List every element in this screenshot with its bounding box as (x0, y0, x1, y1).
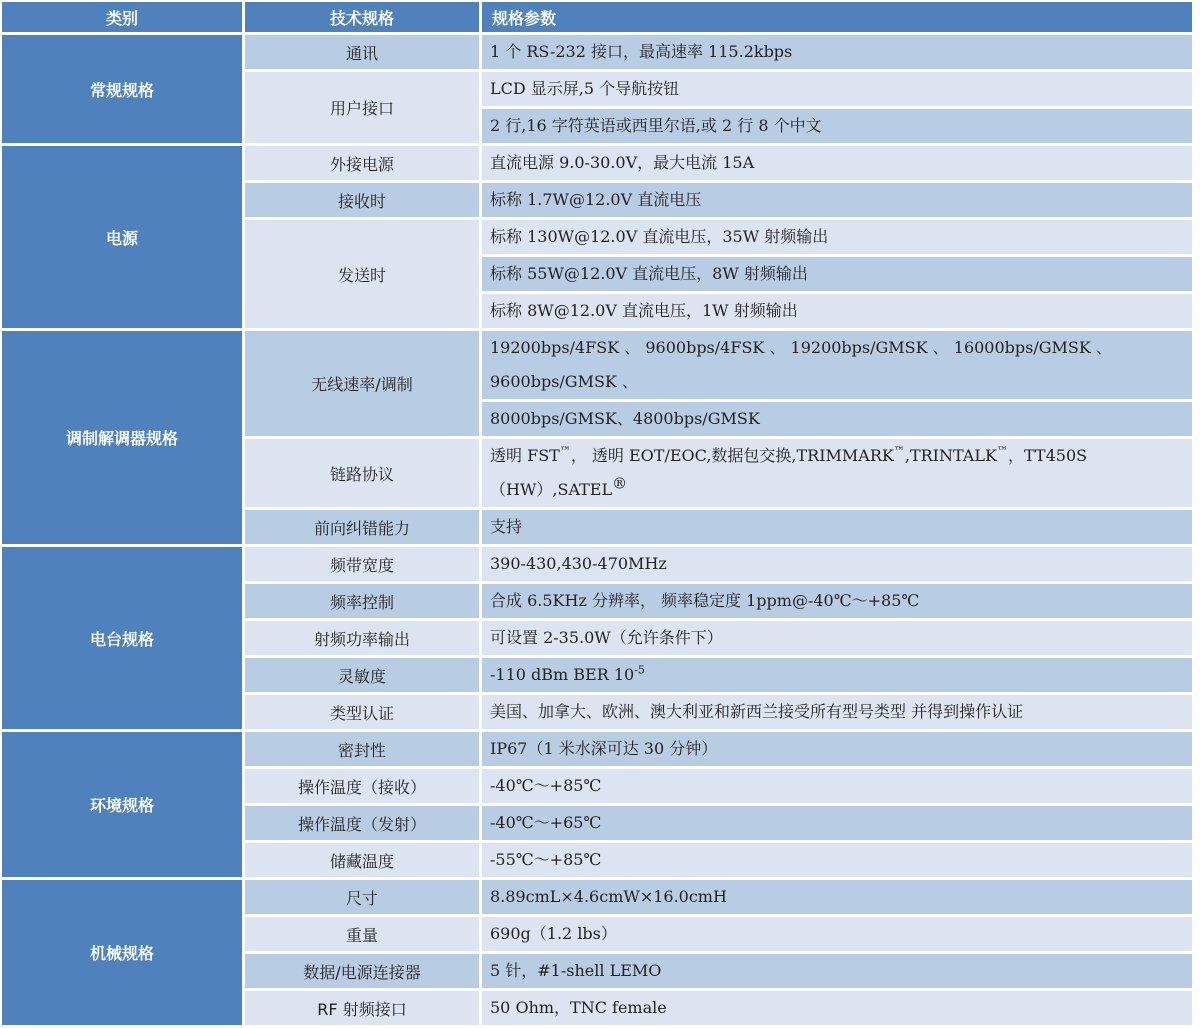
link-text-3: ,TRINTALK (904, 446, 997, 465)
category-modem: 调制解调器规格 (2, 331, 242, 544)
link-text-4: ，TT450S（HW）,SATEL (490, 446, 1088, 499)
spec-value: 可设置 2-35.0W（允许条件下） (482, 621, 1192, 655)
table-row (2, 547, 1192, 581)
spec-label: 前向纠错能力 (245, 510, 479, 544)
spec-value: IP67（1 米水深可达 30 分钟） (482, 732, 1192, 766)
spec-label: 发送时 (245, 220, 479, 328)
header-category: 类别 (2, 2, 242, 32)
spec-value: LCD 显示屏,5 个导航按钮 (482, 72, 1192, 106)
spec-value: 390-430,430-470MHz (482, 547, 1192, 581)
spec-label: 无线速率/调制 (245, 331, 479, 436)
spec-label: 储藏温度 (245, 843, 479, 877)
table-row (2, 35, 1192, 69)
header-value: 规格参数 (482, 2, 1192, 32)
category-environment: 环境规格 (2, 732, 242, 877)
spec-value: -40℃～+65℃ (482, 806, 1192, 840)
spec-label: RF 射频接口 (245, 991, 479, 1025)
link-text-1: 透明 FST (490, 446, 560, 465)
spec-label: 操作温度（接收） (245, 769, 479, 803)
spec-value: 8.89cmL×4.6cmW×16.0cmH (482, 880, 1192, 914)
spec-value: 2 行,16 字符英语或西里尔语,或 2 行 8 个中文 (482, 109, 1192, 143)
spec-label: 数据/电源连接器 (245, 954, 479, 988)
spec-label: 密封性 (245, 732, 479, 766)
spec-value: 50 Ohm，TNC female (482, 991, 1192, 1025)
spec-label: 频率控制 (245, 584, 479, 618)
table-row (2, 331, 1192, 399)
spec-label: 通讯 (245, 35, 479, 69)
spec-value (482, 658, 1192, 692)
trademark-mark: ™ (893, 444, 905, 458)
spec-value: 支持 (482, 510, 1192, 544)
spec-label: 链路协议 (245, 439, 479, 507)
table-row (2, 880, 1192, 914)
spec-label: 尺寸 (245, 880, 479, 914)
spec-label: 射频功率输出 (245, 621, 479, 655)
spec-value: 标称 55W@12.0V 直流电压，8W 射频输出 (482, 257, 1192, 291)
spec-value: 合成 6.5KHz 分辨率， 频率稳定度 1ppm@-40℃～+85℃ (482, 584, 1192, 618)
spec-label: 外接电源 (245, 146, 479, 180)
spec-value: 690g（1.2 lbs） (482, 917, 1192, 951)
registered-mark: ® (612, 474, 628, 493)
spec-value: 1 个 RS-232 接口，最高速率 115.2kbps (482, 35, 1192, 69)
spec-value (482, 439, 1192, 507)
table-row (2, 146, 1192, 180)
spec-value: 标称 1.7W@12.0V 直流电压 (482, 183, 1192, 217)
spec-label: 用户接口 (245, 72, 479, 143)
spec-value: 直流电源 9.0-30.0V，最大电流 15A (482, 146, 1192, 180)
category-radio: 电台规格 (2, 547, 242, 729)
spec-label: 重量 (245, 917, 479, 951)
spec-value: 美国、加拿大、欧洲、澳大利亚和新西兰接受所有型号类型 并得到操作认证 (482, 695, 1192, 729)
spec-label: 操作温度（发射） (245, 806, 479, 840)
category-general: 常规规格 (2, 35, 242, 143)
sensitivity-exponent: -5 (634, 663, 645, 677)
spec-label: 灵敏度 (245, 658, 479, 692)
link-text-2: ， 透明 EOT/EOC,数据包交换,TRIMMARK (570, 446, 894, 465)
trademark-mark: ™ (559, 444, 571, 458)
spec-value: 8000bps/GMSK、4800bps/GMSK (482, 402, 1192, 436)
spec-value: 5 针，#1-shell LEMO (482, 954, 1192, 988)
spec-value: 标称 8W@12.0V 直流电压，1W 射频输出 (482, 294, 1192, 328)
spec-label: 接收时 (245, 183, 479, 217)
header-row (2, 2, 1192, 32)
sensitivity-text: -110 dBm BER 10 (490, 665, 635, 684)
category-power: 电源 (2, 146, 242, 328)
spec-value: -40℃～+85℃ (482, 769, 1192, 803)
spec-value: -55℃～+85℃ (482, 843, 1192, 877)
header-item: 技术规格 (245, 2, 479, 32)
trademark-mark: ™ (996, 444, 1008, 458)
spec-label: 类型认证 (245, 695, 479, 729)
spec-value: 标称 130W@12.0V 直流电压，35W 射频输出 (482, 220, 1192, 254)
spec-value: 19200bps/4FSK 、 9600bps/4FSK 、 19200bps/GMSK 、 16000bps/GMSK 、 9600bps/GMSK 、 (482, 331, 1192, 399)
spec-label: 频带宽度 (245, 547, 479, 581)
table-row (2, 732, 1192, 766)
category-mechanical: 机械规格 (2, 880, 242, 1025)
